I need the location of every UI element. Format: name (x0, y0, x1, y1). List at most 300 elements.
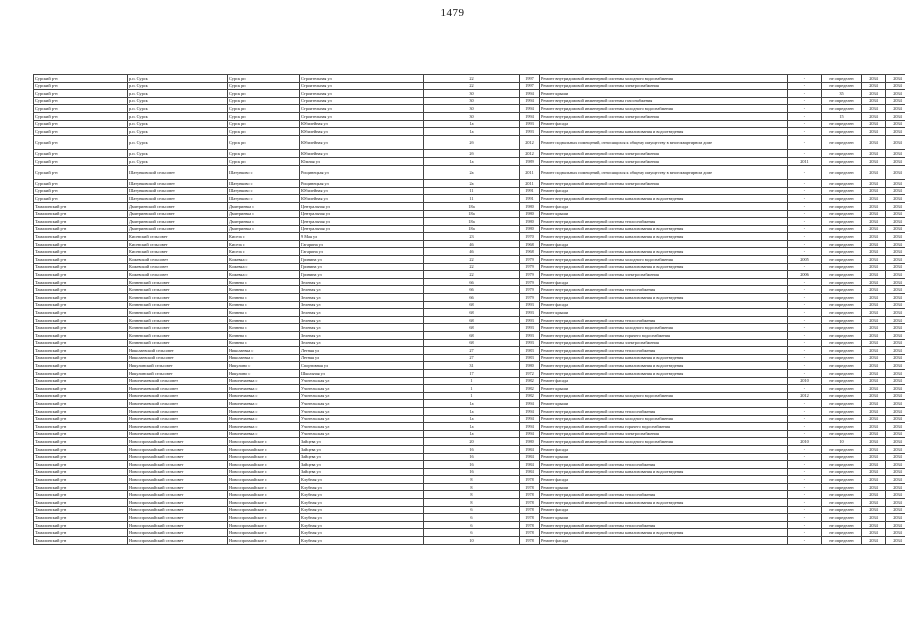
cell-year-to: 2034 (886, 135, 905, 150)
cell-wear: не определен (822, 256, 862, 264)
cell-municipality: Кисевский сельсовет (128, 233, 228, 241)
cell-work-type: Ремонт фасада (540, 278, 788, 286)
cell-last-repair: - (788, 128, 822, 136)
cell-settlement: Новонечаевка с (228, 400, 300, 408)
cell-settlement: Сурск рп (228, 135, 300, 150)
cell-wear: не определен (822, 369, 862, 377)
cell-municipality: Новоспрохмайский сельсовет (128, 438, 228, 446)
cell-municipality: Новоспрохмайский сельсовет (128, 514, 228, 522)
cell-work-type: Ремонт внутридомовой инженерной системы холодного водоснабжения (540, 105, 788, 113)
cell-year-built: 2012 (520, 135, 540, 150)
cell-year-built: 2012 (520, 150, 540, 158)
cell-district: Тамалинский р-н (34, 476, 128, 484)
cell-street: Зеленая ул (300, 301, 424, 309)
cell-house: 1а (424, 400, 520, 408)
cell-district: Тамалинский р-н (34, 339, 128, 347)
cell-street: Клубная ул (300, 476, 424, 484)
cell-house: 8 (424, 491, 520, 499)
cell-year-to: 2034 (886, 301, 905, 309)
cell-settlement: Новоспрохмайское с (228, 499, 300, 507)
cell-work-type: Ремонт крыши (540, 385, 788, 393)
cell-last-repair: - (788, 385, 822, 393)
cell-year-from: 2034 (862, 187, 886, 195)
cell-municipality: Новоспрохмайский сельсовет (128, 529, 228, 537)
cell-year-to: 2034 (886, 461, 905, 469)
cell-last-repair: - (788, 309, 822, 317)
cell-house: 8 (424, 499, 520, 507)
cell-work-type: Ремонт внутридомовой инженерной системы электроснабжения (540, 82, 788, 90)
cell-street: Учительская ул (300, 430, 424, 438)
cell-wear: не определен (822, 423, 862, 431)
cell-settlement: Кожевка с (228, 271, 300, 279)
cell-year-from: 2034 (862, 400, 886, 408)
cell-year-built: 1984 (520, 468, 540, 476)
cell-house: 30 (424, 97, 520, 105)
cell-district: Тамалинский р-н (34, 438, 128, 446)
cell-year-from: 2034 (862, 483, 886, 491)
cell-last-repair: 2011 (788, 157, 822, 165)
cell-municipality: Шатунковский сельсовет (128, 187, 228, 195)
cell-district: Тамалинский р-н (34, 332, 128, 340)
cell-year-to: 2034 (886, 476, 905, 484)
table-row (34, 309, 905, 317)
cell-year-to: 2034 (886, 415, 905, 423)
cell-year-to: 2034 (886, 423, 905, 431)
cell-municipality: Дмитриевский сельсовет (128, 202, 228, 210)
cell-year-built: 1978 (520, 483, 540, 491)
cell-year-built: 1993 (520, 324, 540, 332)
cell-street: Зайцева ул (300, 461, 424, 469)
cell-year-to: 2034 (886, 157, 905, 165)
cell-year-to: 2034 (886, 82, 905, 90)
cell-settlement: Кочнева с (228, 301, 300, 309)
cell-year-built: 1970 (520, 233, 540, 241)
table-row (34, 461, 905, 469)
cell-street: Центральная ул (300, 218, 424, 226)
cell-last-repair: - (788, 491, 822, 499)
cell-year-to: 2034 (886, 537, 905, 545)
table-row (34, 476, 905, 484)
cell-year-from: 2034 (862, 369, 886, 377)
cell-wear: не определен (822, 385, 862, 393)
cell-work-type: Ремонт внутридомовой инженерной системы электроснабжения (540, 112, 788, 120)
cell-wear: не определен (822, 476, 862, 484)
cell-settlement: Шатунково с (228, 180, 300, 188)
cell-street: Учительская ул (300, 385, 424, 393)
cell-settlement: Шатунково с (228, 165, 300, 180)
cell-house: 1а (424, 407, 520, 415)
cell-year-from: 2034 (862, 271, 886, 279)
cell-year-from: 2034 (862, 135, 886, 150)
cell-street: Учительская ул (300, 407, 424, 415)
cell-street: Зеленая ул (300, 324, 424, 332)
cell-year-built: 1994 (520, 430, 540, 438)
table-row (34, 445, 905, 453)
cell-house: 11 (424, 195, 520, 203)
cell-year-from: 2034 (862, 332, 886, 340)
cell-work-type: Ремонт внутридомовой инженерной системы канализования и водоотведения (540, 225, 788, 233)
cell-district: Тамалинский р-н (34, 400, 128, 408)
cell-street: Гагарина ул (300, 240, 424, 248)
cell-house: 46 (424, 240, 520, 248)
cell-street: Юбилейная ул (300, 187, 424, 195)
cell-municipality: Кожевский сельсовет (128, 263, 228, 271)
cell-settlement: Новоспрохмайское с (228, 491, 300, 499)
cell-year-from: 2034 (862, 377, 886, 385)
cell-house: 8 (424, 483, 520, 491)
cell-last-repair: 2006 (788, 271, 822, 279)
cell-house: 16 (424, 468, 520, 476)
cell-settlement: Новоспрохмайское с (228, 483, 300, 491)
cell-year-to: 2034 (886, 248, 905, 256)
cell-wear: не определен (822, 202, 862, 210)
cell-street: Школьная ул (300, 369, 424, 377)
cell-settlement: Кочнева с (228, 286, 300, 294)
cell-settlement: Сурск рп (228, 157, 300, 165)
cell-street: Клубная ул (300, 506, 424, 514)
cell-street: Гринина ул (300, 256, 424, 264)
cell-last-repair: - (788, 324, 822, 332)
cell-year-built: 1979 (520, 278, 540, 286)
cell-year-to: 2034 (886, 392, 905, 400)
cell-settlement: Сурск рп (228, 150, 300, 158)
table-row (34, 324, 905, 332)
cell-work-type: Ремонт крыши (540, 514, 788, 522)
cell-wear: не определен (822, 105, 862, 113)
cell-street: Строительная ул (300, 82, 424, 90)
cell-year-to: 2034 (886, 316, 905, 324)
cell-year-from: 2034 (862, 461, 886, 469)
cell-district: Тамалинский р-н (34, 263, 128, 271)
cell-wear: не определен (822, 135, 862, 150)
cell-work-type: Ремонт внутридомовой инженерной системы холодного водоснабжения (540, 324, 788, 332)
cell-wear: не определен (822, 165, 862, 180)
cell-year-built: 1979 (520, 256, 540, 264)
cell-district: Тамалинский р-н (34, 324, 128, 332)
cell-year-to: 2034 (886, 263, 905, 271)
cell-year-built: 1978 (520, 491, 540, 499)
cell-wear: 10 (822, 438, 862, 446)
cell-settlement: Новоспрохмайское с (228, 461, 300, 469)
cell-district: Тамалинский р-н (34, 301, 128, 309)
cell-house: 18а (424, 210, 520, 218)
table-row (34, 120, 905, 128)
cell-municipality: Кочневский сельсовет (128, 332, 228, 340)
cell-district: Тамалинский р-н (34, 461, 128, 469)
cell-work-type: Ремонт крыши (540, 90, 788, 98)
cell-house: 68 (424, 316, 520, 324)
cell-year-from: 2034 (862, 82, 886, 90)
cell-house: 68 (424, 324, 520, 332)
table-row (34, 225, 905, 233)
cell-house: 2б (424, 150, 520, 158)
cell-wear: не определен (822, 82, 862, 90)
cell-municipality: р.п. Сурск (128, 120, 228, 128)
cell-street: Зеленая ул (300, 316, 424, 324)
cell-work-type: Ремонт внутридомовой инженерной системы канализования и водоотведения (540, 499, 788, 507)
cell-year-built: 1984 (520, 461, 540, 469)
cell-last-repair: - (788, 369, 822, 377)
cell-last-repair: - (788, 202, 822, 210)
cell-municipality: Дмитриевский сельсовет (128, 218, 228, 226)
cell-year-to: 2034 (886, 468, 905, 476)
table-row (34, 82, 905, 90)
cell-year-to: 2034 (886, 202, 905, 210)
cell-year-from: 2034 (862, 165, 886, 180)
cell-settlement: Новоспрохмайское с (228, 537, 300, 545)
cell-last-repair: - (788, 430, 822, 438)
cell-settlement: Кочнева с (228, 324, 300, 332)
cell-district: Сурский р-н (34, 180, 128, 188)
cell-street: Гринина ул (300, 271, 424, 279)
cell-house: 30 (424, 90, 520, 98)
cell-year-to: 2034 (886, 180, 905, 188)
cell-street: Учительская ул (300, 415, 424, 423)
cell-municipality: Кисевский сельсовет (128, 240, 228, 248)
cell-street: Клубная ул (300, 499, 424, 507)
cell-wear: не определен (822, 187, 862, 195)
cell-house: 2а (424, 180, 520, 188)
cell-last-repair: - (788, 476, 822, 484)
cell-district: Сурский р-н (34, 165, 128, 180)
cell-municipality: Кочневский сельсовет (128, 301, 228, 309)
table-row (34, 202, 905, 210)
cell-year-to: 2034 (886, 347, 905, 355)
cell-municipality: Новоспрохмайский сельсовет (128, 453, 228, 461)
cell-street: 9 Мая ул (300, 233, 424, 241)
cell-work-type: Ремонт внутридомовой инженерной системы канализования и водоотведения (540, 248, 788, 256)
cell-house: 1а (424, 415, 520, 423)
cell-work-type: Ремонт внутридомовой инженерной системы горячего водоснабжения (540, 332, 788, 340)
cell-year-built: 1978 (520, 514, 540, 522)
cell-settlement: Новонечаевка с (228, 392, 300, 400)
cell-last-repair: - (788, 362, 822, 370)
cell-house: 46 (424, 248, 520, 256)
cell-municipality: Новонечаевский сельсовет (128, 385, 228, 393)
cell-settlement: Кочнева с (228, 294, 300, 302)
cell-year-to: 2034 (886, 354, 905, 362)
cell-municipality: Дмитриевский сельсовет (128, 210, 228, 218)
cell-street: Зеленая ул (300, 332, 424, 340)
cell-year-to: 2034 (886, 499, 905, 507)
cell-street: Зеленая ул (300, 286, 424, 294)
cell-year-from: 2034 (862, 180, 886, 188)
cell-municipality: р.п. Сурск (128, 157, 228, 165)
cell-district: Тамалинский р-н (34, 415, 128, 423)
cell-wear: не определен (822, 332, 862, 340)
cell-last-repair: - (788, 105, 822, 113)
cell-municipality: р.п. Сурск (128, 97, 228, 105)
cell-year-from: 2034 (862, 529, 886, 537)
cell-year-from: 2034 (862, 354, 886, 362)
cell-district: Тамалинский р-н (34, 248, 128, 256)
cell-wear: не определен (822, 180, 862, 188)
cell-year-from: 2034 (862, 90, 886, 98)
cell-house: 68 (424, 301, 520, 309)
cell-year-from: 2034 (862, 301, 886, 309)
cell-house: 27 (424, 347, 520, 355)
cell-house: 1 (424, 377, 520, 385)
cell-work-type: Ремонт фасада (540, 202, 788, 210)
table-row (34, 150, 905, 158)
cell-year-built: 1994 (520, 112, 540, 120)
cell-year-from: 2034 (862, 75, 886, 83)
cell-street: Зеленая ул (300, 339, 424, 347)
cell-settlement: Новоспрохмайское с (228, 476, 300, 484)
cell-work-type: Ремонт внутридомовой инженерной системы теплоснабжения (540, 218, 788, 226)
table-row (34, 210, 905, 218)
cell-house: 20 (424, 438, 520, 446)
cell-last-repair: - (788, 461, 822, 469)
cell-street: Строительная ул (300, 105, 424, 113)
cell-year-from: 2034 (862, 256, 886, 264)
cell-wear: не определен (822, 529, 862, 537)
cell-year-built: 1979 (520, 271, 540, 279)
cell-last-repair: - (788, 301, 822, 309)
cell-work-type: Ремонт внутридомовой инженерной системы канализования и водоотведения (540, 263, 788, 271)
cell-street: Учительская ул (300, 377, 424, 385)
cell-street: Зеленая ул (300, 294, 424, 302)
cell-year-built: 1993 (520, 339, 540, 347)
cell-last-repair: 2012 (788, 392, 822, 400)
cell-wear: не определен (822, 453, 862, 461)
cell-year-built: 1994 (520, 423, 540, 431)
cell-settlement: Дмитриевка с (228, 218, 300, 226)
cell-wear: не определен (822, 377, 862, 385)
cell-wear: не определен (822, 339, 862, 347)
table-row (34, 233, 905, 241)
cell-year-from: 2034 (862, 423, 886, 431)
cell-year-to: 2034 (886, 112, 905, 120)
cell-last-repair: - (788, 483, 822, 491)
cell-settlement: Шатунково с (228, 187, 300, 195)
cell-year-built: 1979 (520, 263, 540, 271)
table-row (34, 286, 905, 294)
table-row (34, 400, 905, 408)
cell-work-type: Ремонт фасада (540, 506, 788, 514)
cell-house: 6 (424, 514, 520, 522)
cell-last-repair: - (788, 529, 822, 537)
cell-street: Клубная ул (300, 521, 424, 529)
cell-year-to: 2034 (886, 240, 905, 248)
cell-municipality: Никулинский сельсовет (128, 369, 228, 377)
cell-house: 27 (424, 354, 520, 362)
cell-street: Зайцева ул (300, 445, 424, 453)
cell-street: Клубная ул (300, 529, 424, 537)
cell-municipality: р.п. Сурск (128, 75, 228, 83)
cell-municipality: Новоспрохмайский сельсовет (128, 499, 228, 507)
cell-work-type: Ремонт внутридомовой инженерной системы теплоснабжения (540, 316, 788, 324)
cell-work-type: Ремонт внутридомовой инженерной системы канализования и водоотведения (540, 294, 788, 302)
table-row (34, 423, 905, 431)
table-row (34, 506, 905, 514)
cell-wear: не определен (822, 75, 862, 83)
cell-wear: не определен (822, 468, 862, 476)
cell-year-from: 2034 (862, 120, 886, 128)
cell-wear: не определен (822, 514, 862, 522)
cell-year-to: 2034 (886, 256, 905, 264)
cell-year-built: 1994 (520, 400, 540, 408)
cell-settlement: Сурск рп (228, 128, 300, 136)
cell-settlement: Кисеза с (228, 248, 300, 256)
cell-last-repair: - (788, 415, 822, 423)
cell-house: 31 (424, 362, 520, 370)
cell-settlement: Новоспрохмайское с (228, 468, 300, 476)
cell-district: Сурский р-н (34, 195, 128, 203)
cell-district: Тамалинский р-н (34, 445, 128, 453)
cell-last-repair: - (788, 453, 822, 461)
cell-last-repair: 2010 (788, 377, 822, 385)
cell-street: Зеленая ул (300, 278, 424, 286)
cell-work-type: Ремонт внутридомовой инженерной системы теплоснабжения (540, 286, 788, 294)
cell-year-from: 2034 (862, 438, 886, 446)
cell-wear: не определен (822, 233, 862, 241)
cell-municipality: Новоспрохмайский сельсовет (128, 476, 228, 484)
cell-district: Тамалинский р-н (34, 423, 128, 431)
cell-year-from: 2034 (862, 316, 886, 324)
cell-last-repair: - (788, 225, 822, 233)
cell-street: Юбилейная ул (300, 195, 424, 203)
cell-district: Тамалинский р-н (34, 309, 128, 317)
cell-street: Строительная ул (300, 90, 424, 98)
cell-work-type: Ремонт фасада (540, 537, 788, 545)
cell-year-from: 2034 (862, 97, 886, 105)
cell-settlement: Сурск рп (228, 75, 300, 83)
cell-last-repair: - (788, 180, 822, 188)
cell-year-from: 2034 (862, 210, 886, 218)
cell-year-to: 2034 (886, 271, 905, 279)
cell-work-type: Ремонт внутридомовой инженерной системы канализования и водоотведения (540, 195, 788, 203)
cell-wear: не определен (822, 278, 862, 286)
table-row (34, 385, 905, 393)
cell-street: Рощинецкая ул (300, 180, 424, 188)
cell-year-to: 2034 (886, 369, 905, 377)
cell-street: Юбилейная ул (300, 150, 424, 158)
cell-work-type: Ремонт внутридомовой инженерной системы холодного водоснабжения (540, 75, 788, 83)
cell-house: 1 (424, 385, 520, 393)
cell-district: Тамалинский р-н (34, 506, 128, 514)
cell-year-built: 1980 (520, 218, 540, 226)
cell-municipality: Николаевский сельсовет (128, 354, 228, 362)
cell-wear: не определен (822, 506, 862, 514)
table-row (34, 218, 905, 226)
cell-year-built: 1980 (520, 210, 540, 218)
cell-work-type: Ремонт фасада (540, 240, 788, 248)
cell-municipality: Кочневский сельсовет (128, 286, 228, 294)
cell-year-built: 1978 (520, 499, 540, 507)
table-row (34, 430, 905, 438)
cell-street: Зеленая ул (300, 309, 424, 317)
cell-last-repair: - (788, 332, 822, 340)
cell-settlement: Новоспрохмайское с (228, 529, 300, 537)
table-row (34, 263, 905, 271)
cell-wear: не определен (822, 347, 862, 355)
cell-year-from: 2034 (862, 392, 886, 400)
cell-municipality: Новоспрохмайский сельсовет (128, 483, 228, 491)
cell-district: Тамалинский р-н (34, 430, 128, 438)
cell-year-built: 1979 (520, 294, 540, 302)
cell-year-built: 1989 (520, 157, 540, 165)
cell-street: Учительская ул (300, 423, 424, 431)
cell-year-built: 1982 (520, 385, 540, 393)
cell-year-from: 2034 (862, 278, 886, 286)
cell-work-type: Ремонт внутридомовой инженерной системы холодного водоснабжения (540, 438, 788, 446)
cell-district: Тамалинский р-н (34, 529, 128, 537)
cell-year-from: 2034 (862, 385, 886, 393)
cell-settlement: Кожевка с (228, 263, 300, 271)
cell-last-repair: - (788, 468, 822, 476)
cell-house: 23 (424, 233, 520, 241)
